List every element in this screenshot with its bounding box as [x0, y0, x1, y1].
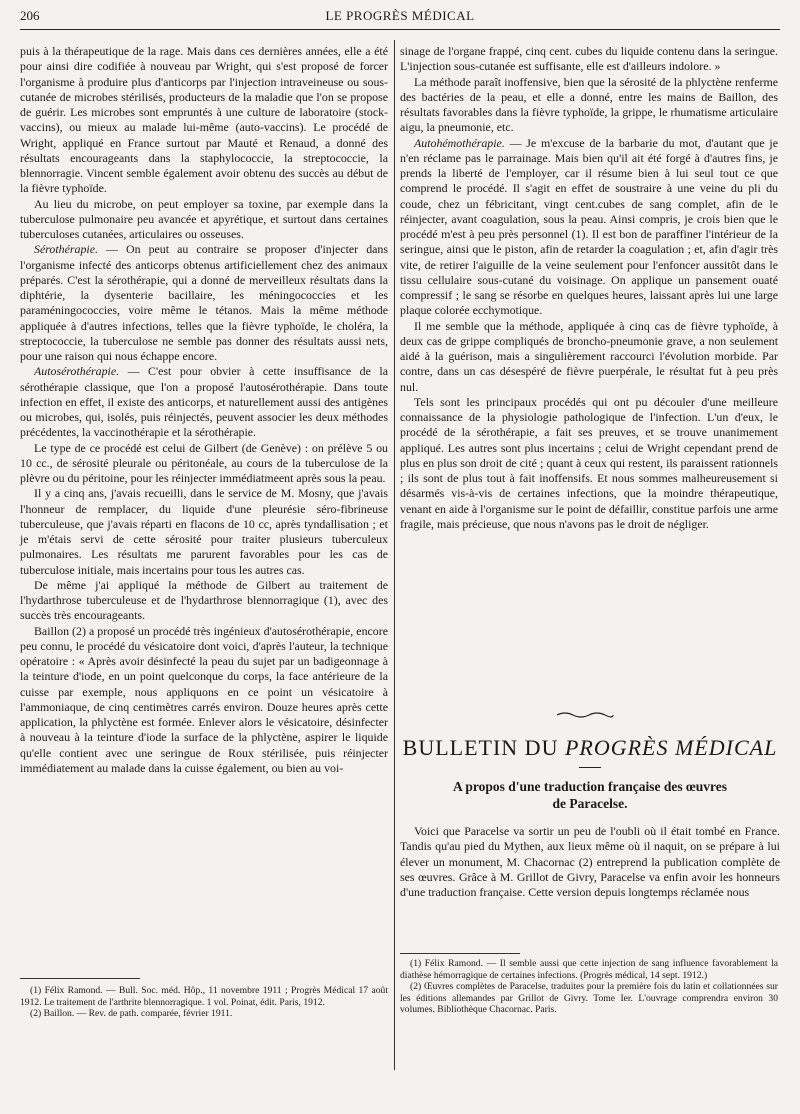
section-heading: Autohémothérapie. [414, 135, 505, 150]
paragraph: Au lieu du microbe, on peut employer sa toxine, par exemple dans la tuberculose pulmonaire peu avancée et apyrétique, et surtout dans certaines tuberculoses cutanées, articulaires ou osseuses. [20, 196, 388, 241]
paragraph: Sérothérapie. — On peut au contraire se proposer d'injecter dans l'organisme infecté des anticorps obtenus artificiellement chez des animaux préparés. C'est la sérothérapie, qui a donné de merveilleux résultats dans la diphtérie, la dysenterie bacillaire, les méningococcies et les paraméningococcies, voire même le tétanos. Mais la même méthode appliquée à d'autres infections, telles que la fièvre typhoïde, le choléra, la streptococcie, la tuberculose ne semble pas donner des résultats aussi nets, pour une raison qui nous échappe encore. [20, 242, 388, 363]
right-footnotes [400, 958, 778, 1016]
paragraph: Autosérothérapie. — C'est pour obvier à cette insuffisance de la sérothérapie classique, que l'on a proposé l'autosérothérapie. Dans toute infection en effet, il existe des anticorps, et naturellement aussi des antigènes ou microbes, qui, isolés, puis réinjectés, peuvent associer les deux méthodes précédentes, la vaccinothérapie et la sérothérapie. [20, 364, 388, 440]
paragraph: Le type de ce procédé est celui de Gilbert (de Genève) : on prélève 5 ou 10 cc., de sérosité pleurale ou péritonéale, au cours de la tuberculose de la plèvre ou du péritoine, pour les réinjecter immédiatmeent après sous la peau. [20, 440, 388, 485]
paragraph: De même j'ai appliqué la méthode de Gilbert au traitement de l'hydarthrose tuberculeuse et de l'hydarthrose blennorragique (1), avec des succès très encourageants. [20, 577, 388, 623]
page-number: 206 [20, 8, 40, 23]
right-column [400, 44, 778, 532]
paragraph: Il me semble que la méthode, appliquée à cinq cas de fièvre typhoïde, à deux cas de grippe compliqués de broncho-pneumonie grave, a non seulement aidé à la guérison, mais a singulièrement raccourci l'évolution morbide. Par contre, dans un cas désespéré de fièvre puerpérale, le résultat fut à peu près nul. [400, 318, 778, 394]
left-footnotes [20, 985, 388, 1020]
section-heading: Autosérothérapie. [34, 364, 120, 379]
bulletin-title: BULLETIN DU PROGRÈS MÉDICAL [402, 735, 778, 760]
column-divider [394, 40, 395, 1070]
footnote: (2) Baillon. — Rev. de path. comparée, février 1911. [30, 1008, 233, 1019]
footnote-rule [400, 953, 520, 954]
header-rule [20, 29, 780, 30]
section-heading: Sérothérapie. [34, 242, 98, 257]
title-rule [579, 767, 601, 768]
footnote: (2) Œuvres complètes de Paracelse, traduites pour la première fois du latin et collationnées sur les éditions allemandes par Grillot de Givry. Tome Ier. L'ouvrage comprendra environ 30 volumes. Bibliothèque Chacornac. Paris. [400, 981, 778, 1015]
footnote-rule [20, 978, 140, 979]
footnote: (1) Félix Ramond. — Il semble aussi que cette injection de sang influence favorablement la diathèse hémorragique de certaines infections. (Progrès médical, 14 sept. 1912.) [400, 958, 778, 981]
bulletin-section [400, 735, 780, 900]
paragraph: sinage de l'organe frappé, cinq cent. cubes du liquide contenu dans la seringue. L'injection sous-cutanée est suffisante, elle est d'ailleurs indolore. » [400, 44, 778, 74]
paragraph: Tels sont les principaux procédés qui ont pu découler d'une meilleure connaissance de la physiologie pathologique de l'infection. L'un d'eux, le procédé de la sérothérapie, a fait ses preuves, et se trouve unanimement appliqué. Les autres sont plus incertains ; celui de Wright cependant prend de plus en plus son droit de cité ; quant à ceux qui restent, ils paraissent rationnels ; ils sont de plus tout à fait inoffensifs. Et nous sommes malheureusement si désarmés vis-à-vis de certaines infections, que la moindre thérapeutique, venant en aide à l'organisme sur le point de défaillir, constitue parfois une arme fragile, mais précieuse, que nous n'avons pas le droit de négliger. [400, 394, 778, 531]
article-title: A propos d'une traduction française des œuvres de Paracelse. [452, 779, 728, 811]
ornament-divider [555, 710, 615, 720]
paragraph: Il y a cinq ans, j'avais recueilli, dans le service de M. Mosny, que j'avais l'honneur de remplacer, du liquide d'une pleurésie séro-fibrineuse tuberculeuse, que j'avais réparti en flacons de 10 cc, après tyndallisation ; et je m'étais servi de cette sérosité pour traiter plusieurs tuberculeux pulmonaires. Les résultats me parurent favorables pour les cas de tuberculose initiale, mais incertains pour tous les autres cas. [20, 486, 388, 577]
article-body [400, 824, 780, 900]
running-header [20, 8, 780, 26]
paragraph: Baillon (2) a proposé un procédé très ingénieux d'autosérothérapie, encore peu connu, le procédé du vésicatoire dont voici, d'après l'auteur, la technique opératoire : « Après avoir désinfecté la peau du sujet par un badigeonnage à la teinture d'iode, en un point quelconque du corps, la face antérieure de la cuisse par exemple, nous appliquons en ce point un vésicatoire à l'ammoniaque, de cinq centimètres carrés environ. Douze heures après cette application, la phlyctène est formée. Enlever alors le vésicatoire, désinfecter à nouveau à la teinture d'iode la surface de la phlyctène, aspirer le liquide qu'elle contient avec une seringue de Roux stérilisée, puis réinjecter immédiatement au malade dans la cuisse également, ou bien au voi- [20, 623, 388, 775]
journal-title: LE PROGRÈS MÉDICAL [325, 8, 475, 23]
left-column [20, 44, 388, 776]
paragraph: Voici que Paracelse va sortir un peu de l'oubli où il était tombé en France. Tandis qu'au pied du Mythen, aux lieux même où il naquit, on se prépare à lui élever un monument, M. Chacornac (2) entreprend la publication complète de ses œuvres. Grâce à M. Grillot de Givry, Paracelse va enfin avoir les honneurs d'une traduction française. Cette version depuis longtemps réclamée nous [400, 824, 780, 899]
paragraph: puis à la thérapeutique de la rage. Mais dans ces dernières années, elle a été pour ainsi dire codifiée à nouveau par Wright, qui s'est proposé de forcer l'organisme à produire plus d'anticorps par l'injection intraveineuse ou sous-cutanée de microbes stérilisés, producteurs de la maladie que l'on se propose de guérir. Les microbes sont empruntés à une culture de laboratoire (stock-vaccins), ou mieux au malade lui-même (auto-vaccins). Le procédé de Wright, appliqué en France surtout par Mauté et Renaud, a donné des résultats encourageants dans la staphylococcie, la streptococcie, la blennorragie. Vincent semble également avoir obtenu des succès au début de la fièvre typhoïde. [20, 44, 388, 196]
paragraph: Autohémothérapie. — Je m'excuse de la barbarie du mot, d'autant que je n'en réclame pas le parrainage. Mais bien qu'il ait été forgé à d'autres fins, je prends la liberté de l'employer, car il résume bien à lui seul tout ce que comprend le procédé. Il s'agit en effet de soustraire à une veine du pli du coude, chez un fébricitant, vingt cent.cubes de sang complet, afin de le réinjecter, avant coagulation, sous la peau. Ainsi compris, je crois bien que le procédé m'est à peu près personnel (1). Il est bon de paraffiner l'intérieur de la seringue, ainsi que le piston, afin de retarder la coagulation ; et, afin d'agir très vite, de retirer l'aiguille de la veine seulement pour l'enfoncer aussitôt dans le tissu cellulaire sous-cutané du voisinage. On applique un pansement ouaté compressif ; le sang se résorbe en quelques heures, laissant après lui une large plaque colorée ecchymotique. [400, 135, 778, 318]
footnote: (1) Félix Ramond. — Bull. Soc. méd. Hôp., 11 novembre 1911 ; Progrès Médical 17 août 1912. Le traitement de l'arthrite blennorragique. 1 vol. Poinat, édit. Paris, 1912. [20, 985, 388, 1008]
paragraph: La méthode paraît inoffensive, bien que la sérosité de la phlyctène renferme des bactéries de la peau, et elle a donné, entre les mains de Baillon, des résultats favorables dans la fièvre typhoïde, la grippe, le rhumatisme articulaire aigu, la pneumonie, etc. [400, 74, 778, 135]
